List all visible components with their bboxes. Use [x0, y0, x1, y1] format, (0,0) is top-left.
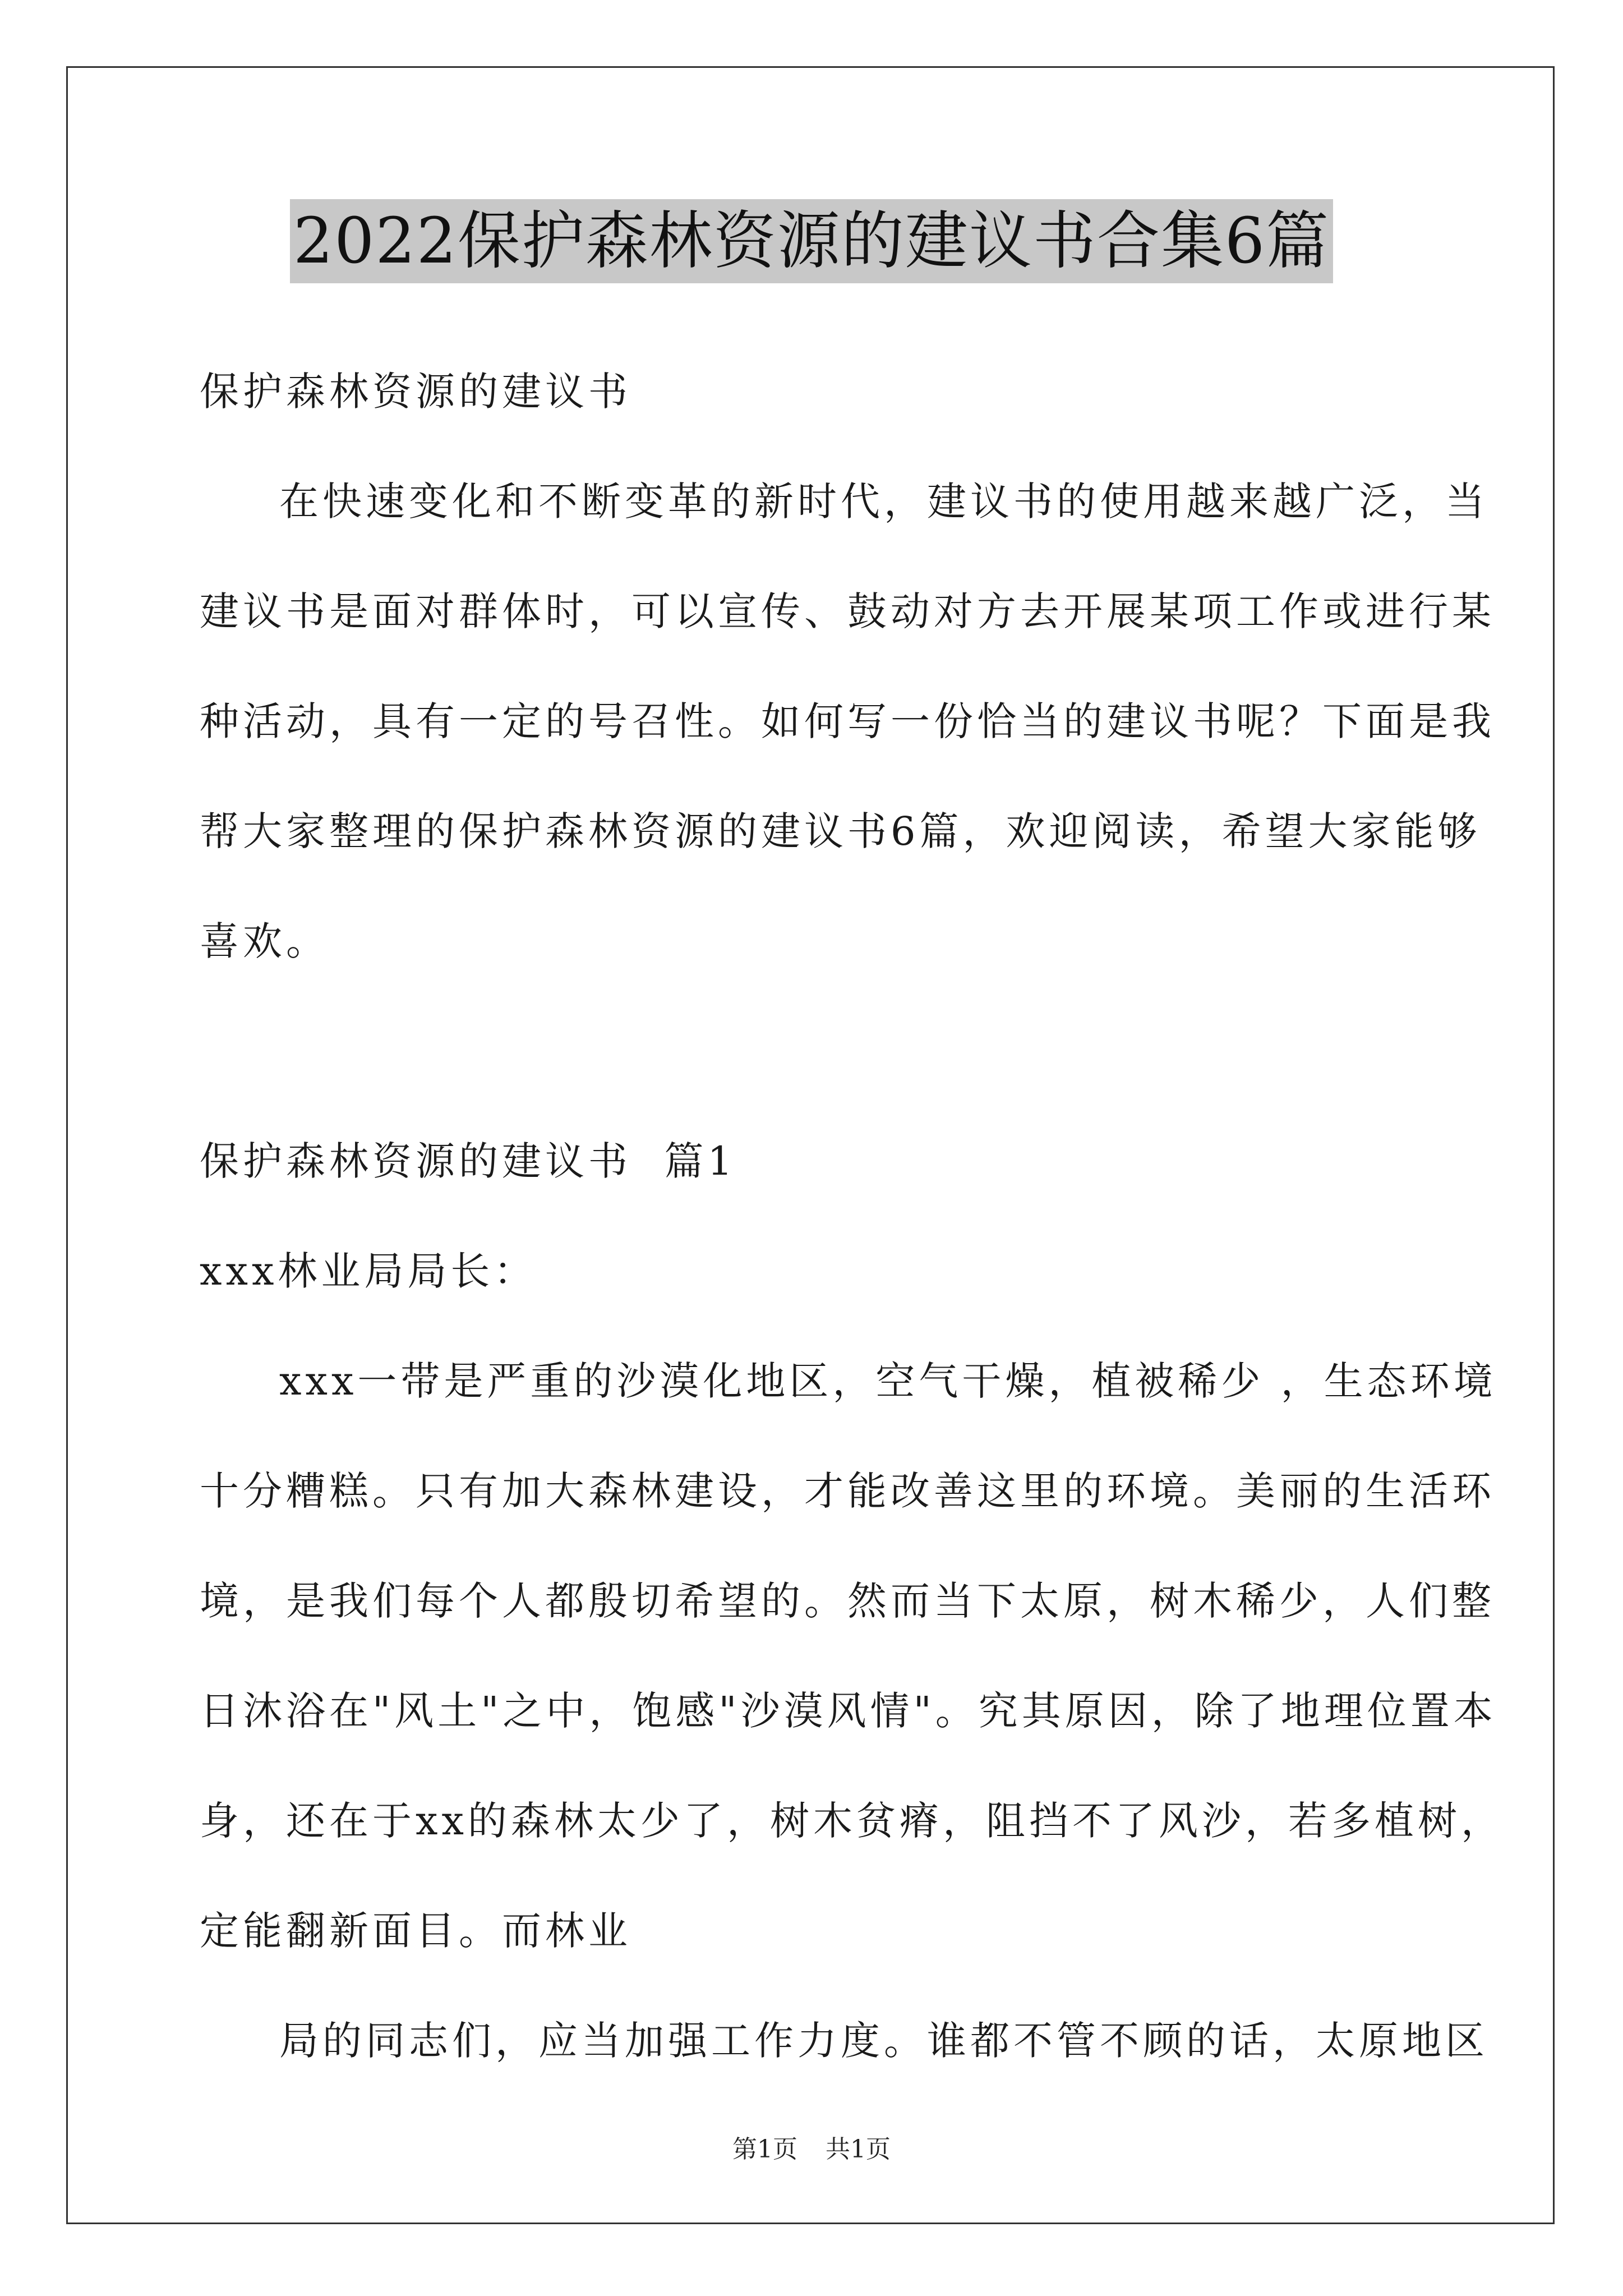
body-line: 局的同志们，应当加强工作力度。谁都不管不顾的话，太原地区	[279, 2018, 1488, 2064]
body-line: xxx一带是严重的沙漠化地区，空气干燥，植被稀少 ，生态环境	[279, 1358, 1497, 1404]
intro-line: 建议书是面对群体时，可以宣传、鼓动对方去开展某项工作或进行某	[200, 588, 1495, 634]
body-line: 身，还在于xx的森林太少了，树木贫瘠，阻挡不了风沙，若多植树，	[200, 1798, 1504, 1844]
body-line: 十分糟糕。只有加大森林建设，才能改善这里的环境。美丽的生活环	[200, 1468, 1495, 1514]
intro-line: 帮大家整理的保护森林资源的建议书6篇，欢迎阅读，希望大家能够	[200, 808, 1481, 854]
intro-line: 在快速变化和不断变革的新时代，建议书的使用越来越广泛，当	[279, 478, 1488, 524]
page-number: 第1页	[732, 2135, 797, 2164]
intro-line: 喜欢。	[200, 918, 329, 964]
paragraph-gap	[200, 996, 1433, 1106]
page-footer	[0, 2129, 1623, 2165]
document-title: 2022保护森林资源的建议书合集6篇	[290, 199, 1333, 283]
body-line: 日沐浴在"风土"之中，饱感"沙漠风情"。究其原因，除了地理位置本	[200, 1688, 1497, 1734]
intro-line: 种活动，具有一定的号召性。如何写一份恰当的建议书呢？下面是我	[200, 698, 1495, 744]
body-line: 境，是我们每个人都殷切希望的。然而当下太原，树木稀少，人们整	[200, 1578, 1495, 1624]
title-container	[0, 199, 1623, 283]
section-heading: 保护森林资源的建议书	[200, 369, 631, 415]
salutation: xxx林业局局长：	[200, 1248, 537, 1294]
section-1-heading: 保护森林资源的建议书 篇1	[200, 1138, 737, 1184]
document-body	[200, 337, 1504, 2096]
body-line: 定能翻新面目。而林业	[200, 1908, 631, 1954]
page-total: 共1页	[826, 2135, 891, 2164]
